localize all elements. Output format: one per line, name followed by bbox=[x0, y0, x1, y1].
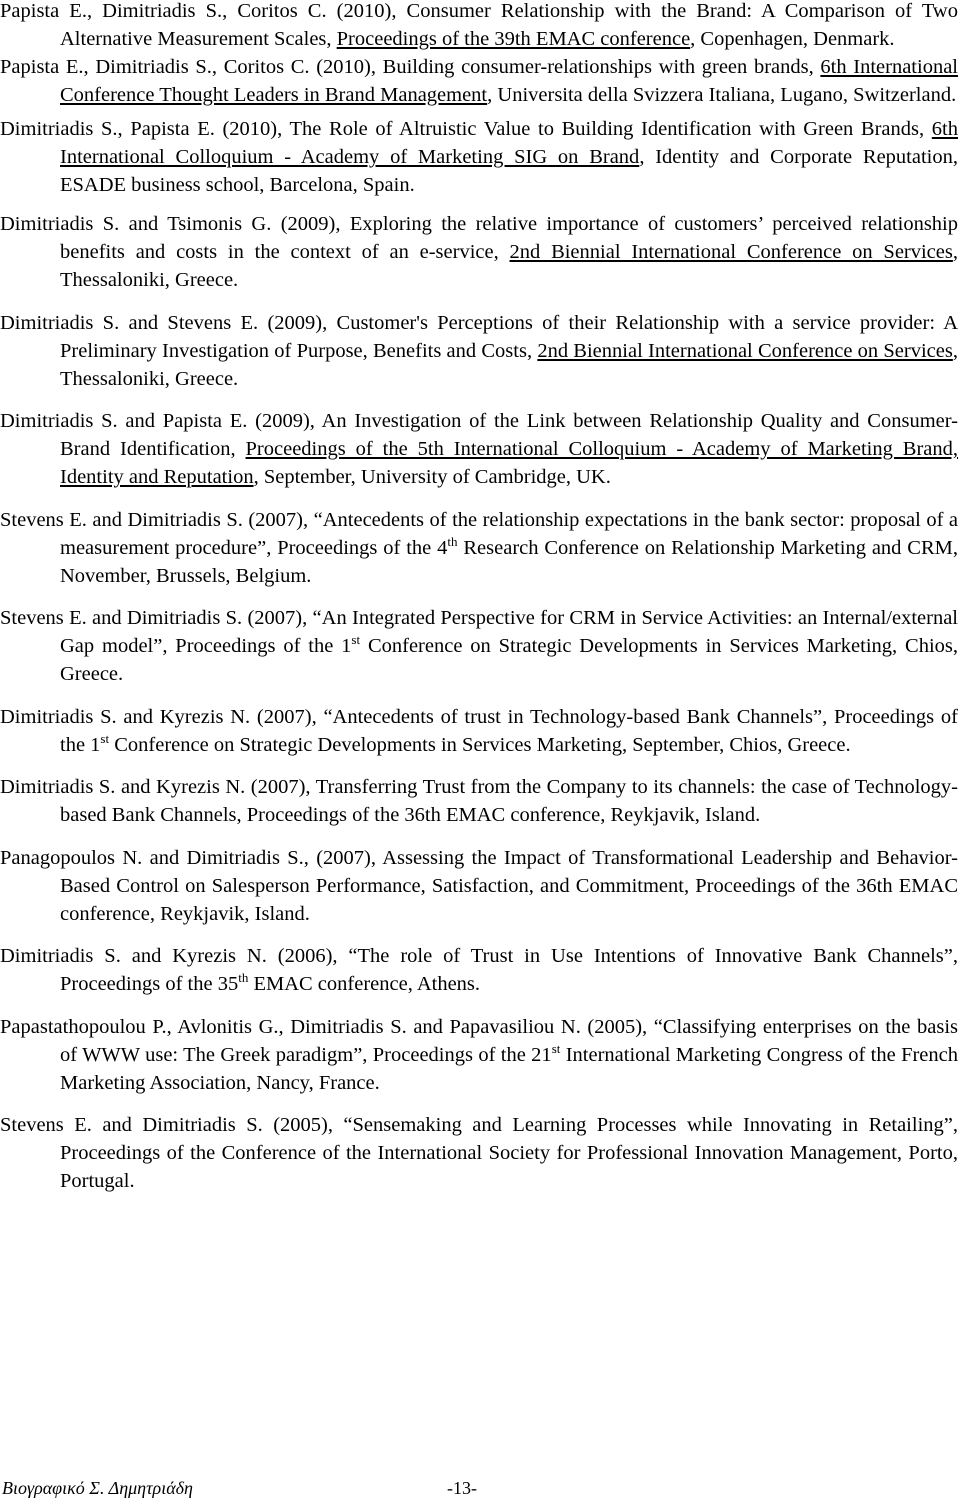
footer-author: Βιογραφικό Σ. Δημητριάδη bbox=[2, 1478, 193, 1498]
reference-text: Panagopoulos N. and Dimitriadis S., (2007), Assessing the Impact of Transformational Leadership and Behavior-Based Control on Salesperson Performance, Satisfaction, and Commitment, Proceedings of the 36th EMAC conference, Reykjavik, Island. bbox=[0, 846, 958, 925]
ordinal-suffix: st bbox=[551, 1040, 561, 1056]
reference-text: , Thessaloniki, Greece. bbox=[60, 339, 958, 390]
reference-text: , Copenhagen, Denmark. bbox=[690, 28, 895, 50]
reference-item bbox=[0, 309, 958, 393]
page-footer bbox=[0, 1474, 960, 1502]
reference-item bbox=[0, 773, 958, 829]
page-number: -13- bbox=[447, 1478, 477, 1498]
ordinal-suffix: th bbox=[238, 970, 249, 985]
reference-text: EMAC conference, Athens. bbox=[248, 973, 481, 995]
reference-text: Research Conference on Relationship Marketing and CRM, November, Brussels, Belgium. bbox=[60, 536, 958, 587]
reference-venue: 2nd Biennial International Conference on Services bbox=[509, 241, 953, 263]
reference-item bbox=[0, 844, 958, 928]
reference-item bbox=[0, 604, 958, 688]
reference-item bbox=[0, 210, 958, 294]
ordinal-suffix: st bbox=[100, 730, 110, 746]
reference-text: Papastathopoulou P., Avlonitis G., Dimitriadis S. and Papavasiliou N. (2005), “Classifying enterprises on the basis of WWW use: The Greek paradigm”, Proceedings of the 21 bbox=[0, 1015, 958, 1066]
reference-text: Papista E., Dimitriadis S., Coritos C. (2010), Consumer Relationship with the Brand: A Comparison of Two Alternative Measurement Scales, bbox=[0, 0, 958, 50]
reference-text: Papista E., Dimitriadis S., Coritos C. (2010), Building consumer-relationships with green brands, bbox=[0, 56, 821, 78]
reference-text: Stevens E. and Dimitriadis S. (2007), “An Integrated Perspective for CRM in Service Activities: an Internal/external Gap model”, Proceedings of the 1 bbox=[0, 607, 958, 657]
reference-text: Conference on Strategic Developments in Services Marketing, Chios, Greece. bbox=[60, 635, 958, 685]
reference-item bbox=[0, 942, 958, 998]
reference-text: , Identity and Corporate Reputation, ESADE business school, Barcelona, Spain. bbox=[60, 146, 958, 196]
reference-text: Conference on Strategic Developments in Services Marketing, September, Chios, Greece. bbox=[109, 733, 851, 756]
reference-text: Dimitriadis S. and Kyrezis N. (2007), “Antecedents of trust in Technology-based Bank Channels”, Proceedings of the 1 bbox=[0, 705, 958, 756]
reference-text: Dimitriadis S. and Tsimonis G. (2009), Exploring the relative importance of customers’ perceived relationship benefits and costs in the context of an e-service, bbox=[0, 213, 958, 263]
reference-venue: Proceedings of the 39th EMAC conference bbox=[336, 28, 691, 50]
reference-text: Dimitriadis S. and Papista E. (2009), An Investigation of the Link between Relationship Quality and Consumer-Brand Identification, bbox=[0, 410, 958, 460]
reference-text: , Thessaloniki, Greece. bbox=[60, 241, 958, 291]
reference-venue: 6th International Conference Thought Leaders in Brand Management bbox=[60, 56, 958, 106]
ordinal-suffix: th bbox=[447, 533, 458, 549]
reference-venue: Proceedings of the 5th International Colloquium - Academy of Marketing Brand, Identity and Reputation bbox=[60, 438, 959, 488]
reference-text: Dimitriadis S. and Kyrezis N. (2006), “The role of Trust in Use Intentions of Innovative Bank Channels”, Proceedings of the 35 bbox=[0, 945, 958, 995]
reference-item bbox=[0, 53, 958, 109]
ordinal-suffix: st bbox=[351, 632, 361, 647]
reference-item bbox=[0, 703, 958, 759]
reference-text: Dimitriadis S., Papista E. (2010), The Role of Altruistic Value to Building Identification with Green Brands, bbox=[0, 118, 932, 140]
reference-text: Dimitriadis S. and Kyrezis N. (2007), Transferring Trust from the Company to its channels: the case of Technology-based Bank Channels, Proceedings of the 36th EMAC conference, Reykjavik, Island. bbox=[0, 776, 958, 826]
reference-text: , September, University of Cambridge, UK. bbox=[253, 466, 611, 488]
reference-item bbox=[0, 115, 958, 199]
reference-item bbox=[0, 407, 958, 491]
reference-item bbox=[0, 1013, 958, 1097]
reference-text: Stevens E. and Dimitriadis S. (2007), “Antecedents of the relationship expectations in the bank sector: proposal of a measurement procedure”, Proceedings of the 4 bbox=[0, 508, 958, 559]
reference-item bbox=[0, 1111, 958, 1195]
reference-item bbox=[0, 506, 958, 590]
reference-text: International Marketing Congress of the French Marketing Association, Nancy, France. bbox=[60, 1043, 958, 1094]
reference-venue: 2nd Biennial International Conference on Services bbox=[537, 339, 953, 362]
reference-venue: 6th International Colloquium - Academy of Marketing SIG on Brand bbox=[60, 118, 958, 168]
reference-text: Dimitriadis S. and Stevens E. (2009), Customer's Perceptions of their Relationship with a service provider: A Preliminary Investigation of Purpose, Benefits and Costs, bbox=[0, 311, 958, 362]
reference-text: , Universita della Svizzera Italiana, Lugano, Switzerland. bbox=[487, 84, 957, 106]
reference-text: Stevens E. and Dimitriadis S. (2005), “Sensemaking and Learning Processes while Innovating in Retailing”, Proceedings of the Conference of the International Society for Professional Innovation Management, Porto, Portugal. bbox=[0, 1114, 958, 1192]
reference-item bbox=[0, 0, 958, 53]
